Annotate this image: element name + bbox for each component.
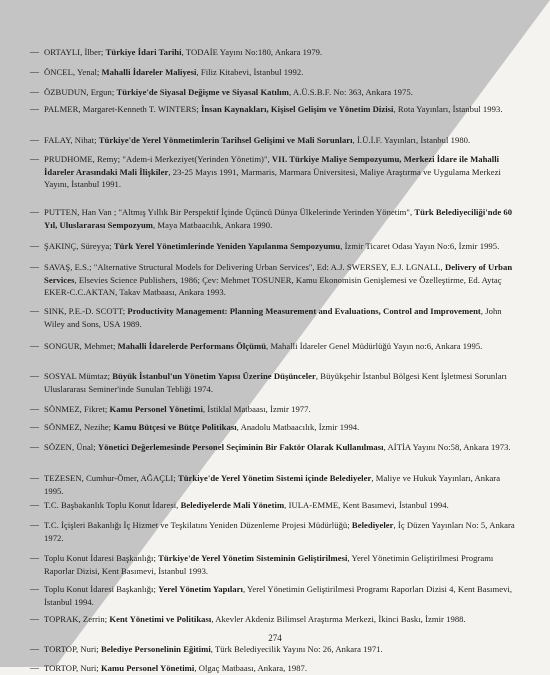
reference-text: , İ.Ü.İ.F. Yayınları, İstanbul 1980. [352, 135, 471, 145]
reference-text: , İstiklal Matbaası, İzmir 1977. [202, 404, 311, 414]
reference-title: VII. Türkiye Maliye Sempozyumu, Merkezi İdare ile Mahalli İdareler Arasındaki Mali İlişkiler [44, 154, 500, 177]
reference-entry [30, 499, 518, 512]
reference-entry [30, 340, 518, 353]
reference-text: , Elsevies Science Publishers, 1986; Çev: Mehmet TOSUNER, Kamu Ekonomisin Genişlemesi ve Özelleştirme, Ed. Aytaç EKER-C.C.AKTAN, Takav Matbaası, Ankara 1993. [44, 274, 502, 298]
reference-entry [30, 662, 518, 675]
reference-text: PALMER, Margaret-Kenneth T. WINTERS; [44, 104, 201, 114]
reference-text: SOSYAL Mümtaz; [44, 371, 113, 381]
list-dash: — [30, 520, 40, 530]
reference-text: , A.Ü.S.B.F. No: 363, Ankara 1975. [288, 87, 413, 97]
reference-text: T.C. İçişleri Bakanlığı İç Hizmet ve Teşkilatını Yeniden Düzenleme Projesi Müdürlüğü; [44, 520, 352, 530]
reference-text: , AİTİA Yayını No:58, Ankara 1973. [383, 442, 511, 452]
reference-text: , Anadolu Matbaacılık, İzmir 1994. [236, 422, 360, 432]
reference-title: Türkiye'de Yerel Yönetim Sisteminin Geliştirilmesi [158, 553, 348, 563]
page-number: 274 [268, 633, 282, 643]
reference-entry [30, 613, 518, 626]
reference-title: Büyük İstanbul'un Yönetim Yapısı Üzerine Düşünceler [112, 371, 316, 381]
reference-title: Yerel Yönetim Yapıları [158, 584, 243, 594]
list-dash: — [30, 584, 40, 594]
reference-text: PRUDHOME, Remy; "Adem-i Merkeziyet(Yerinden Yönetim)", [44, 154, 272, 164]
reference-text: , 23-25 Mayıs 1991, Marmaris, Marmara Üniversitesi, Maliye Araştırma ve Uygulama Merkezi Yayını, İstanbul 1991. [44, 166, 501, 190]
reference-text: , Maliye ve Hukuk Yayınları, Ankara 1995. [44, 473, 501, 496]
reference-entry [30, 206, 518, 231]
reference-text: TORTOP, Nuri; [44, 663, 101, 673]
reference-title: Türkiye'de Yerel Yönmetimlerin Tarihsel Gelişimi ve Mali Sorunları [98, 135, 353, 145]
reference-text: , Rota Yayınları, İstanbul 1993. [393, 104, 503, 114]
reference-text: ŞAKINÇ, Süreyya; [44, 241, 114, 251]
list-dash: — [30, 371, 40, 381]
reference-text: , TODAİE Yayını No:180, Ankara 1979. [181, 47, 323, 57]
reference-entry [30, 240, 518, 253]
reference-title: Belediyelerde Mali Yönetim [180, 500, 285, 510]
reference-entry [30, 472, 518, 497]
list-dash: — [30, 262, 40, 272]
list-dash: — [30, 104, 40, 114]
reference-entry [30, 552, 518, 577]
reference-entry [30, 103, 518, 116]
list-dash: — [30, 404, 40, 414]
reference-text: SÖZEN, Ünal; [44, 442, 98, 452]
reference-text: , Olgaç Matbaası, Ankara, 1987. [194, 663, 308, 673]
list-dash: — [30, 663, 40, 673]
reference-title: Belediyeler [351, 520, 394, 530]
reference-text: ORTAYLI, İlber; [44, 47, 106, 57]
reference-text: , Filiz Kitabevi, İstanbul 1992. [196, 67, 304, 77]
list-dash: — [30, 154, 40, 164]
reference-entry [30, 643, 518, 656]
list-dash: — [30, 67, 40, 77]
reference-text: Toplu Konut İdaresi Başkanlığı; [44, 584, 159, 594]
reference-title: Kamu Personel Yönetimi [100, 663, 195, 673]
reference-text: FALAY, Nihat; [44, 135, 99, 145]
list-dash: — [30, 207, 40, 217]
list-dash: — [30, 442, 40, 452]
reference-text: TORTOP, Nuri; [44, 644, 101, 654]
reference-text: PUTTEN, Han Van ; "Altmış Yıllık Bir Perspektif İçinde Üçüncü Dünya Ülkelerinde Yerinden Yönetim", [44, 207, 415, 217]
reference-text: , Mahalli İdareler Genel Müdürlüğü Yayın no:6, Ankara 1995. [266, 341, 483, 351]
reference-title: Türkiye İdari Tarihi [105, 47, 182, 57]
reference-title: Mahalli İdareler Maliyesi [101, 67, 197, 77]
reference-text: SÖNMEZ, Nezihe; [44, 422, 114, 432]
list-dash: — [30, 87, 40, 97]
reference-title: Delivery of Urban Services [44, 262, 513, 285]
reference-text: SINK, P.E.-D. SCOTT; [44, 306, 128, 316]
reference-text: TEZESEN, Cumhur-Ömer, AĞAÇLI; [44, 473, 178, 483]
reference-entry [30, 261, 518, 299]
reference-title: Belediye Personelinin Eğitimi [100, 644, 211, 654]
list-dash: — [30, 500, 40, 510]
reference-text: SAVAŞ, E.S.; "Alternative Structural Models for Delivering Urban Services", Ed: A.J. SWERSEY, E.J. LGNALL, [44, 262, 445, 272]
list-dash: — [30, 614, 40, 624]
reference-title: Yönetici Değerlemesinde Personel Seçiminin Bir Faktör Olarak Kullanılması [97, 442, 384, 452]
list-dash: — [30, 473, 40, 483]
reference-entry [30, 441, 518, 454]
reference-text: , Türk Belediyecilik Yayını No: 26, Ankara 1971. [210, 644, 383, 654]
list-dash: — [30, 47, 40, 57]
list-dash: — [30, 135, 40, 145]
reference-entry [30, 46, 518, 59]
reference-title: Türkiye'de Siyasal Değişme ve Siyasal Katılım [116, 87, 289, 97]
reference-entry [30, 583, 518, 608]
list-dash: — [30, 341, 40, 351]
list-dash: — [30, 644, 40, 654]
reference-title: Kamu Bütçesi ve Bütçe Politikası [113, 422, 237, 432]
reference-entry [30, 86, 518, 99]
reference-text: T.C. Başbakanlık Toplu Konut İdaresi, [44, 500, 181, 510]
reference-title: Kent Yönetimi ve Politikası [109, 614, 212, 624]
reference-title: Türk Belediyeciliği'nde 60 Yıl, Uluslararası Sempozyum [44, 207, 513, 230]
reference-title: Mahalli İdarelerde Performans Ölçümü [117, 341, 267, 351]
reference-text: SONGUR, Mehmet; [44, 341, 118, 351]
reference-text: , Yerel Yönetimin Geliştirilmesi Programı Raporları Dizisi 4, Kent Basımevi, İstanbul 1994. [44, 584, 513, 607]
reference-entry [30, 66, 518, 79]
list-dash: — [30, 422, 40, 432]
reference-text: , John Wiley and Sons, USA 1989. [44, 306, 502, 329]
reference-text: SÖNMEZ, Fikret; [44, 404, 110, 414]
list-dash: — [30, 306, 40, 316]
reference-title: Türk Yerel Yönetimlerinde Yeniden Yapılanma Sempozyumu [113, 241, 341, 251]
list-dash: — [30, 553, 40, 563]
reference-text: , Akevler Akdeniz Bilimsel Araştırma Merkezi, İkinci Baskı, İzmir 1988. [211, 614, 466, 624]
reference-text: , İç Düzen Yayınları No: 5, Ankara 1972. [44, 520, 515, 543]
reference-title: Türkiye'de Yerel Yönetim Sistemi içinde Belediyeler [177, 473, 372, 483]
reference-entry [30, 153, 518, 191]
list-dash: — [30, 241, 40, 251]
reference-title: Kamu Personel Yönetimi [109, 404, 203, 414]
reference-entry [30, 305, 518, 330]
reference-title: İnsan Kaynakları, Kişisel Gelişim ve Yönetim Dizisi [201, 104, 394, 114]
reference-entry [30, 519, 518, 544]
reference-entry [30, 370, 518, 395]
reference-text: Toplu Konut İdaresi Başkanlığı; [44, 553, 159, 563]
reference-text: , İzmir Ticaret Odası Yayın No:6, İzmir 1995. [340, 241, 500, 251]
reference-text: ÖNCEL, Yenal; [44, 67, 102, 77]
reference-title: Productivity Management: Planning Measurement and Evaluations, Control and Improvement [127, 306, 481, 316]
reference-text: , Büyükşehir İstanbul Bölgesi Kent İşletmesi Sorunları Uluslararası Seminer'inde Sunulan Tebliği 1974. [44, 371, 507, 394]
reference-entry [30, 421, 518, 434]
reference-text: , Maya Matbaacılık, Ankara 1990. [153, 219, 273, 230]
reference-text: , Yerel Yönetimin Geliştirilmesi Programı Raporlar Dizisi, Kent Basımevi, İstanbul 1993. [44, 553, 494, 576]
reference-entry [30, 134, 518, 147]
reference-text: ÖZBUDUN, Ergun; [44, 87, 117, 97]
reference-entry [30, 403, 518, 416]
reference-text: , IULA-EMME, Kent Basımevi, İstanbul 1994. [284, 500, 449, 510]
reference-text: TOPRAK, Zerrin; [44, 614, 110, 624]
